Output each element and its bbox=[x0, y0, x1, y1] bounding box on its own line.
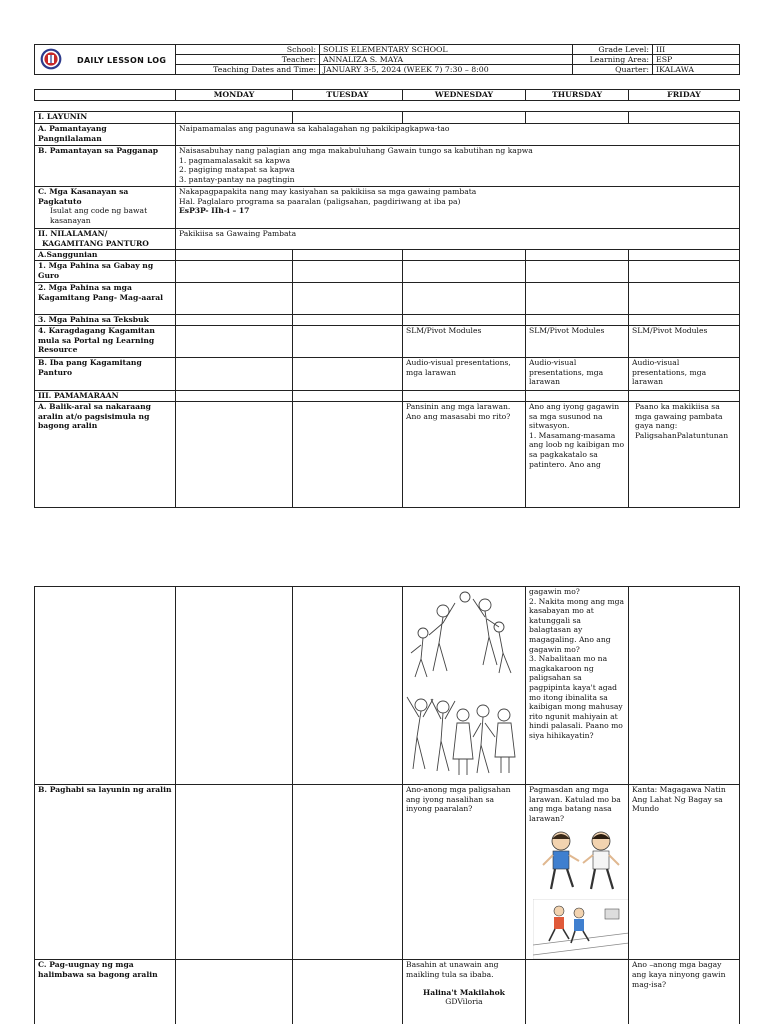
days-corner bbox=[35, 90, 176, 101]
teacher-value: ANNALIZA S. MAYA bbox=[320, 55, 573, 65]
paghabi-thu bbox=[526, 785, 629, 960]
balik-aral-label: A. Balik-aral sa nakaraang aralin at/o pagsisimula ng bagong aralin bbox=[35, 402, 176, 508]
teksbuk-label: 3. Mga Pahina sa Teksbuk bbox=[35, 315, 176, 326]
row-gabay bbox=[35, 261, 740, 283]
paguugnay-label: C. Pag-uugnay ng mga halimbawa sa bagong aralin bbox=[35, 960, 176, 1024]
poem-author: GDViloria bbox=[445, 997, 483, 1007]
day-thursday: THURSDAY bbox=[526, 90, 629, 101]
dates-label: Teaching Dates and Time: bbox=[176, 65, 320, 75]
nilalaman-label-cell bbox=[35, 229, 176, 250]
pagganap-line: 2. pagiging matapat sa kapwa bbox=[179, 165, 295, 175]
karagdagang-label: 4. Karagdagang Kagamitan mula sa Portal ng Learning Resource bbox=[35, 326, 176, 358]
row-kagamitang bbox=[35, 283, 740, 315]
balik-thu-line: Ano ang iyong gagawin sa mga susunod na sitwasyon. bbox=[529, 402, 620, 431]
lesson-log-page-2 bbox=[0, 578, 768, 1024]
paguugnay-wed bbox=[403, 960, 526, 1024]
children-playing-image bbox=[403, 587, 525, 783]
header-table bbox=[34, 44, 740, 75]
kasanayan-label: C. Mga Kasanayan sa Pagkatuto bbox=[38, 187, 129, 206]
karagdagang-wed: SLM/Pivot Modules bbox=[403, 326, 526, 358]
kasanayan-code: EsP3P- IIh-i – 17 bbox=[179, 206, 250, 216]
row-nilalaman bbox=[35, 229, 740, 250]
grade-label: Grade Level: bbox=[573, 45, 653, 55]
row-pamantayang-pangnilalaman bbox=[35, 124, 740, 146]
lesson-table-page-2 bbox=[34, 586, 740, 1024]
kasanayan-label-cell bbox=[35, 187, 176, 229]
nilalaman-label: II. NILALAMAN/ bbox=[38, 229, 108, 238]
poem-title: Halina't Makilahok bbox=[423, 987, 505, 997]
paguugnay-fri: Ano –anong mga bagay ang kaya ninyong gawin mag-isa? bbox=[629, 960, 740, 1024]
kids-running-race-image bbox=[533, 899, 629, 959]
day-wednesday: WEDNESDAY bbox=[403, 90, 526, 101]
balik-aral-thu bbox=[526, 402, 629, 508]
pagganap-line: 1. pagmamalasakit sa kapwa bbox=[179, 155, 291, 165]
nilalaman-value: Pakikiisa sa Gawaing Pambata bbox=[176, 229, 740, 250]
pamantayang-pangnilalaman-value: Naipamamalas ang pagunawa sa kahalagahan ng pakikipagkapwa-tao bbox=[176, 124, 740, 146]
balik-aral-thu-continued bbox=[526, 587, 629, 785]
day-tuesday: TUESDAY bbox=[293, 90, 403, 101]
iba-fri: Audio-visual presentations, mga larawan bbox=[629, 358, 740, 391]
pagganap-line: 3. pantay-pantay na pagtingin bbox=[179, 174, 295, 184]
area-value: ESP bbox=[653, 55, 740, 65]
karagdagang-thu: SLM/Pivot Modules bbox=[526, 326, 629, 358]
iba-thu: Audio-visual presentations, mga larawan bbox=[526, 358, 629, 391]
paghabi-fri: Kanta: Magagawa Natin Ang Lahat Ng Bagay sa Mundo bbox=[629, 785, 740, 960]
row-paghabi bbox=[35, 785, 740, 960]
balik-thu-line: 2. Nakita mong ang mga kasabayan mo at katunggali sa balagtasan ay magagaling. Ano ang gagawin mo? bbox=[529, 596, 625, 654]
school-label: School: bbox=[176, 45, 320, 55]
logo-cell bbox=[35, 45, 176, 75]
days-header-table bbox=[34, 89, 740, 101]
paguugnay-wed-text: Basahin at unawain ang maikling tula sa ibaba. bbox=[406, 960, 499, 979]
layunin-label: I. LAYUNIN bbox=[35, 112, 176, 124]
quarter-label: Quarter: bbox=[573, 65, 653, 75]
balik-aral-fri: Paano ka makikiisa sa mga gawaing pambata gaya nang: PaligsahanPalatuntunan bbox=[629, 402, 740, 508]
kagamitang-label: 2. Mga Pahina sa mga Kagamitang Pang- Mag-aaral bbox=[35, 283, 176, 315]
kagamitang-panturo-label: KAGAMITANG PANTURO bbox=[42, 238, 149, 248]
grade-value: III bbox=[653, 45, 740, 55]
sanggunian-label: A.Sanggunian bbox=[35, 250, 176, 261]
row-layunin bbox=[35, 112, 740, 124]
balik-thu-line: 1. Masamang-masama ang loob ng kaibigan mo sa pagkakatalo sa patintero. Ano ang bbox=[529, 430, 625, 469]
quarter-value: IKALAWA bbox=[653, 65, 740, 75]
pamamaraan-label: III. PAMAMARAAN bbox=[35, 391, 176, 402]
kasanayan-line: Nakapagpapakita nang may kasiyahan sa pakikiisa sa mga gawaing pambata bbox=[179, 187, 477, 196]
paghabi-wed: Ano-anong mga paligsahan ang iyong nasalihan sa inyong paaralan? bbox=[403, 785, 526, 960]
row-pamantayan-pagganap bbox=[35, 146, 740, 187]
row-pamamaraan bbox=[35, 391, 740, 402]
kasanayan-value bbox=[176, 187, 740, 229]
iba-wed: Audio-visual presentations, mga larawan bbox=[403, 358, 526, 391]
lesson-table-page-1 bbox=[34, 111, 740, 508]
deped-seal-icon bbox=[40, 48, 62, 70]
pamantayan-pagganap-label: B. Pamantayan sa Pagganap bbox=[35, 146, 176, 187]
balik-thu-line: 3. Nabalitaan mo na magkakaroon ng paligsahan sa pagpipinta kaya't agad mo itong ibinalita sa kaibigan mong mahusay rito ngunit mahiyain at hindi palasali. Paano mo siya hihikayatin? bbox=[529, 654, 623, 740]
children-image-cell bbox=[403, 587, 526, 785]
pamantayan-pagganap-value bbox=[176, 146, 740, 187]
school-value: SOLIS ELEMENTARY SCHOOL bbox=[320, 45, 573, 55]
row-iba-pang bbox=[35, 358, 740, 391]
kasanayan-sub: Isulat ang code ng bawat kasanayan bbox=[50, 206, 148, 225]
teacher-label: Teacher: bbox=[176, 55, 320, 65]
pamantayang-pangnilalaman-label: A. Pamantayang Pangnilalaman bbox=[35, 124, 176, 146]
row-balik-aral bbox=[35, 402, 740, 508]
row-sanggunian bbox=[35, 250, 740, 261]
kasanayan-line: Hal. Paglalaro programa sa paaralan (paligsahan, pagdiriwang at iba pa) bbox=[179, 196, 461, 206]
paghabi-label: B. Paghabi sa layunin ng aralin bbox=[35, 785, 176, 960]
row-teksbuk bbox=[35, 315, 740, 326]
row-balik-aral-continued bbox=[35, 587, 740, 785]
dates-value: JANUARY 3-5, 2024 (WEEK 7) 7:30 – 8:00 bbox=[320, 65, 573, 75]
area-label: Learning Area: bbox=[573, 55, 653, 65]
gabay-label: 1. Mga Pahina sa Gabay ng Guro bbox=[35, 261, 176, 283]
balik-aral-wed: Pansinin ang mga larawan. Ano ang masasabi mo rito? bbox=[403, 402, 526, 508]
row-pag-uugnay bbox=[35, 960, 740, 1024]
row-kasanayan bbox=[35, 187, 740, 229]
day-monday: MONDAY bbox=[176, 90, 293, 101]
day-friday: FRIDAY bbox=[629, 90, 740, 101]
row-karagdagang bbox=[35, 326, 740, 358]
karagdagang-fri: SLM/Pivot Modules bbox=[629, 326, 740, 358]
paghabi-thu-text: Pagmasdan ang mga larawan. Katulad mo ba ang mga batang nasa larawan? bbox=[529, 785, 621, 823]
balik-thu-line: gagawin mo? bbox=[529, 587, 580, 596]
log-title: DAILY LESSON LOG bbox=[77, 56, 167, 65]
iba-label: B. Iba pang Kagamitang Panturo bbox=[35, 358, 176, 391]
two-kids-image bbox=[533, 829, 629, 895]
pagganap-line: Naisasabuhay nang palagian ang mga makabuluhang Gawain tungo sa kabutihan ng kapwa bbox=[179, 146, 533, 155]
